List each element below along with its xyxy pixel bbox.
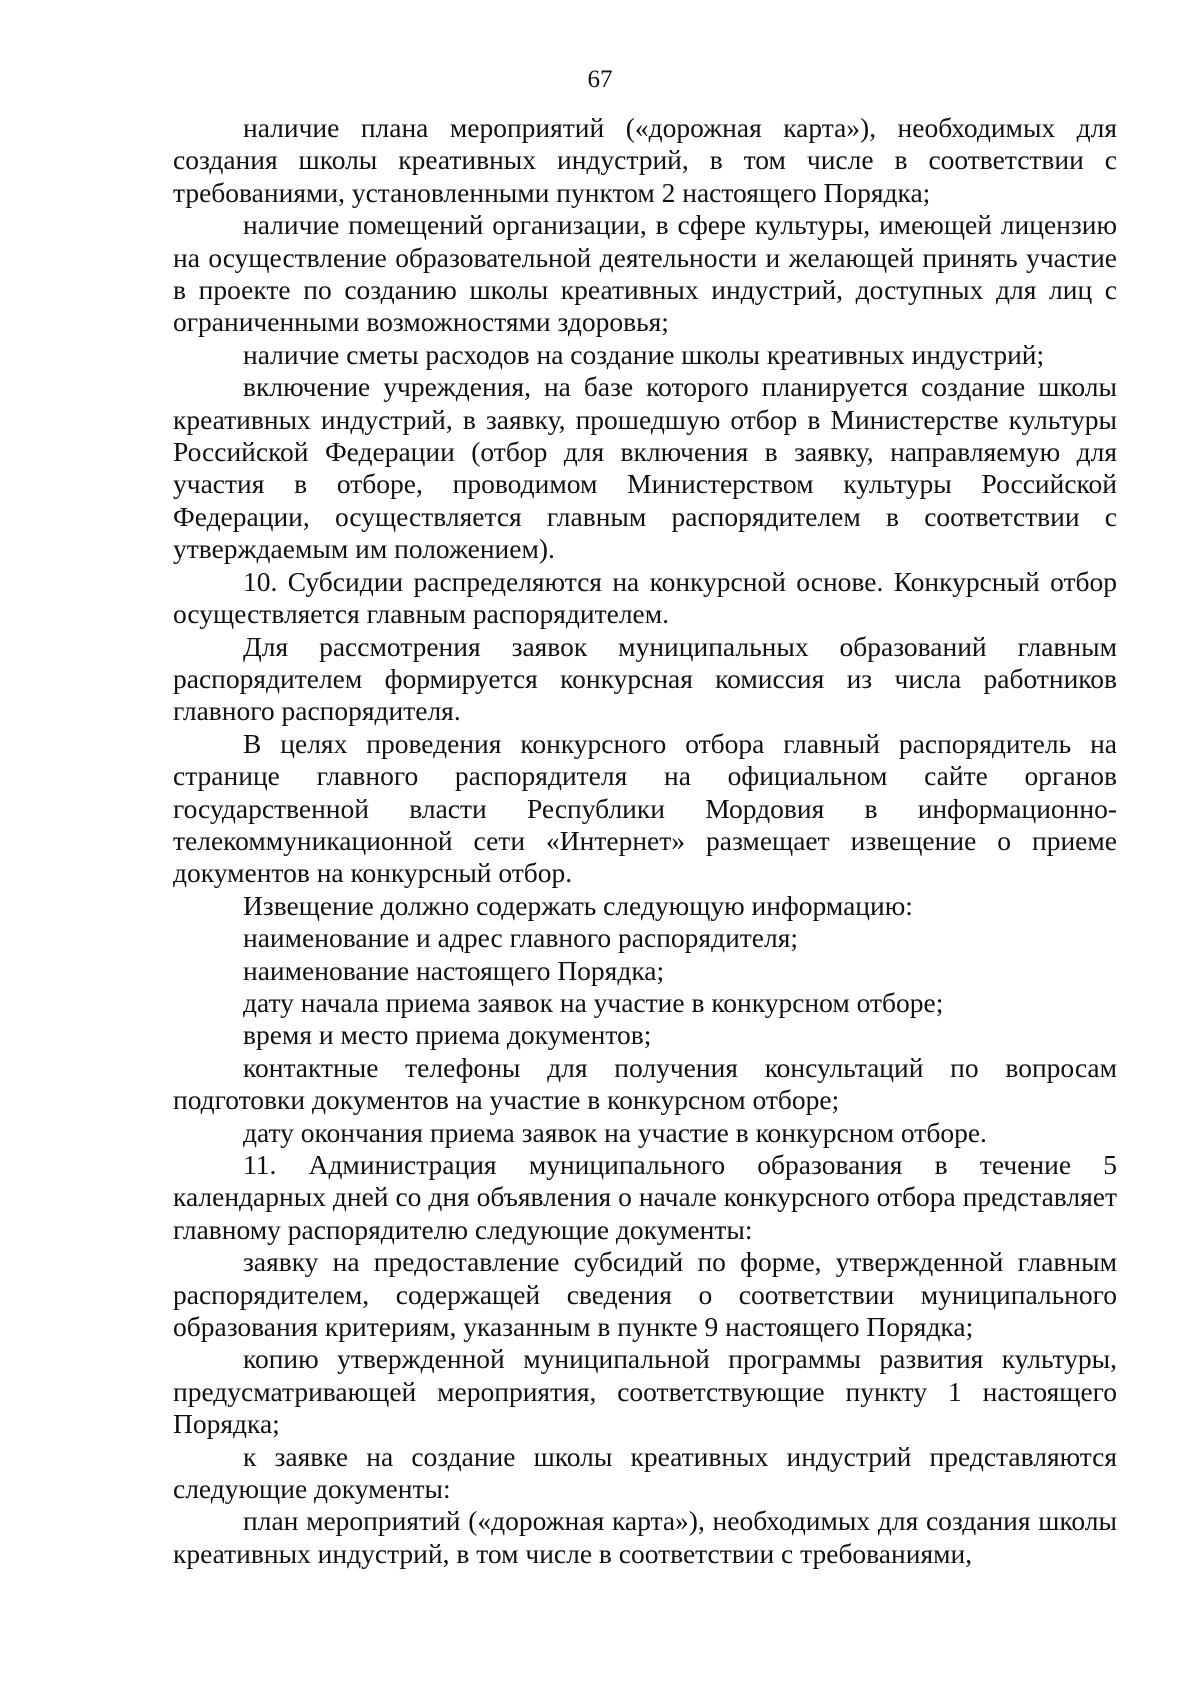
list-item-application: заявку на предоставление субсидий по форме, утвержденной главным распорядителем, содержащей сведения о соответствии муниципального образования критериям, указанным в пункте 9 настоящего Порядка; — [173, 1246, 1117, 1343]
paragraph-clause-11: 11. Администрация муниципального образования в течение 5 календарных дней со дня объявления о начале конкурсного отбора представляет главному распорядителю следующие документы: — [173, 1149, 1117, 1245]
list-item-contact-phones: контактные телефоны для получения консультаций по вопросам подготовки документов на участие в конкурсном отборе; — [173, 1051, 1117, 1116]
list-item-end-date: дату окончания приема заявок на участие в конкурсном отборе. — [243, 1116, 987, 1148]
document-body — [173, 112, 1117, 1570]
paragraph-premises-criterion: наличие помещений организации, в сфере культуры, имеющей лицензию на осуществление образовательной деятельности и желающей принять участие в проекте по созданию школы креативных индустрий, доступных для лиц с ограниченными возможностями здоровья; — [173, 209, 1117, 338]
paragraph-school-documents: к заявке на создание школы креативных индустрий представляются следующие документы: — [173, 1440, 1117, 1505]
list-item-order-name: наименование настоящего Порядка; — [243, 954, 665, 986]
paragraph-notice-publication: В целях проведения конкурсного отбора главный распорядитель на странице главного распорядителя на официальном сайте органов государственной власти Республики Мордовия в информационно-телекоммуникационной сети «Интернет» размещает извещение о приеме документов на конкурсный отбор. — [173, 727, 1117, 889]
paragraph-commission: Для рассмотрения заявок муниципальных образований главным распорядителем формируется конкурсная комиссия из числа работников главного распорядителя. — [173, 630, 1117, 727]
list-item-name-address: наименование и адрес главного распорядителя; — [243, 922, 799, 954]
list-item-roadmap-plan: план мероприятий («дорожная карта»), необходимых для создания школы креативных индустрий, в том числе в соответствии с требованиями, — [173, 1505, 1117, 1569]
paragraph-notice-contents: Извещение должно содержать следующую информацию: — [243, 889, 913, 921]
paragraph-roadmap-criterion: наличие плана мероприятий («дорожная карта»), необходимых для создания школы креативных индустрий, в том числе в соответствии с требованиями, установленными пунктом 2 настоящего Порядка; — [173, 112, 1117, 208]
list-item-time-place: время и место приема документов; — [243, 1019, 652, 1051]
list-item-program-copy: копию утвержденной муниципальной программы развития культуры, предусматривающей мероприятия, соответствующие пункту 1 настоящего Порядка; — [173, 1343, 1117, 1440]
paragraph-ministry-selection-criterion: включение учреждения, на базе которого планируется создание школы креативных индустрий, в заявку, прошедшую отбор в Министерстве культуры Российской Федерации (отбор для включения в заявку, направляемую для участия в отборе, проводимом Министерством культуры Российской Федерации, осуществляется главным распорядителем в соответствии с утверждаемым им положением). — [173, 371, 1117, 565]
page-number: 67 — [587, 66, 613, 93]
list-item-start-date: дату начала приема заявок на участие в конкурсном отборе; — [243, 986, 944, 1018]
paragraph-budget-criterion: наличие сметы расходов на создание школы креативных индустрий; — [243, 338, 1045, 370]
paragraph-clause-10: 10. Субсидии распределяются на конкурсной основе. Конкурсный отбор осуществляется главным распорядителем. — [173, 565, 1117, 630]
